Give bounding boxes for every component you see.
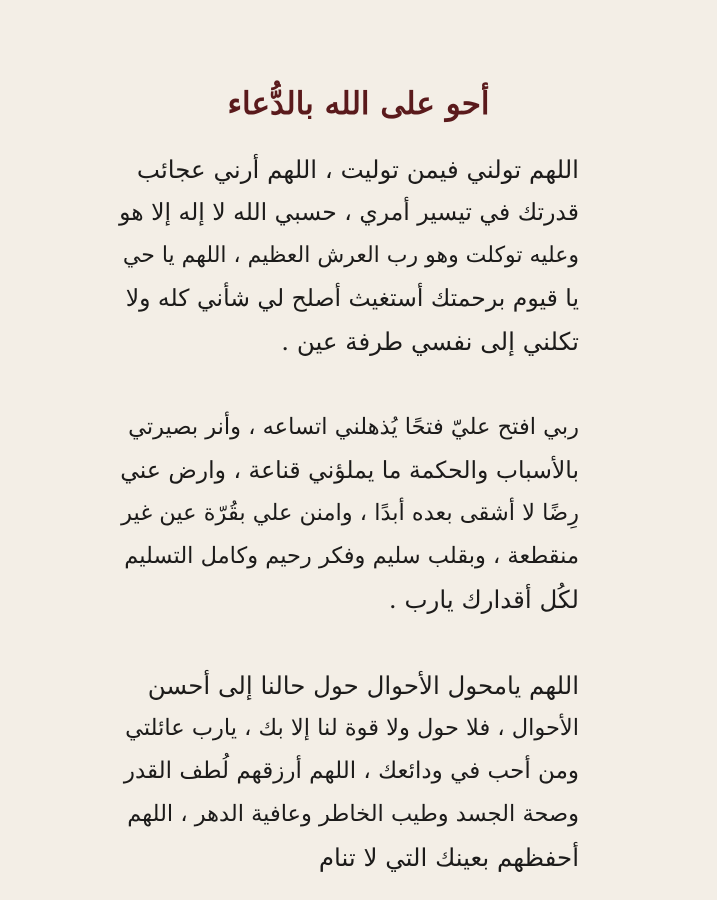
paragraph-line: وصحة الجسد وطيب الخاطر وعافية الدهر ، اللهم [127,801,579,827]
paragraph-line: بالأسباب والحكمة ما يملؤني قناعة ، وارض عني [120,456,579,484]
paragraph-line: الأحوال ، فلا حول ولا قوة لنا إلا بك ، يارب عائلتي [125,715,579,741]
paragraph-line: منقطعة ، وبقلب سليم وفكر رحيم وكامل التسليم [124,543,579,569]
paragraph-line: يا قيوم برحمتك أستغيث أصلح لي شأني كله ولا [125,284,579,312]
prayer-paragraph-3 [119,664,579,879]
paragraph-line: وعليه توكلت وهو رب العرش العظيم ، اللهم يا حي [122,243,579,268]
prayer-paragraph-2 [119,406,579,621]
paragraph-line: ومن أحب في ودائعك ، اللهم أرزقهم لُطف القدر [123,758,579,784]
page-title: أ‌حو على الله بالدُّعاء [227,86,490,122]
paragraph-line: رِضًا لا أشقى بعده أبدًا ، وامنن علي بقُرّة عين غير [121,500,579,526]
paragraph-line: لكُل أقدارك يارب . [388,585,579,614]
paragraph-line: اللهم تولني فيمن توليت ، اللهم أرني عجائب [136,155,579,184]
prayer-paragraph-1 [119,148,579,363]
paragraph-line: قدرتك في تيسير أمري ، حسبي الله لا إله إلا هو [119,198,579,226]
paragraph-line: ربي افتح عليّ فتحًا يُذهلني اتساعه ، وأنر بصيرتي [128,414,579,440]
paragraph-line: اللهم يامحول الأحوال حول حالنا إلى أحسن [147,671,579,700]
paragraph-line: أحفظهم بعينك التي لا تنام [318,843,579,872]
paragraph-line: تكلني إلى نفسي طرفة عين . [281,327,579,356]
